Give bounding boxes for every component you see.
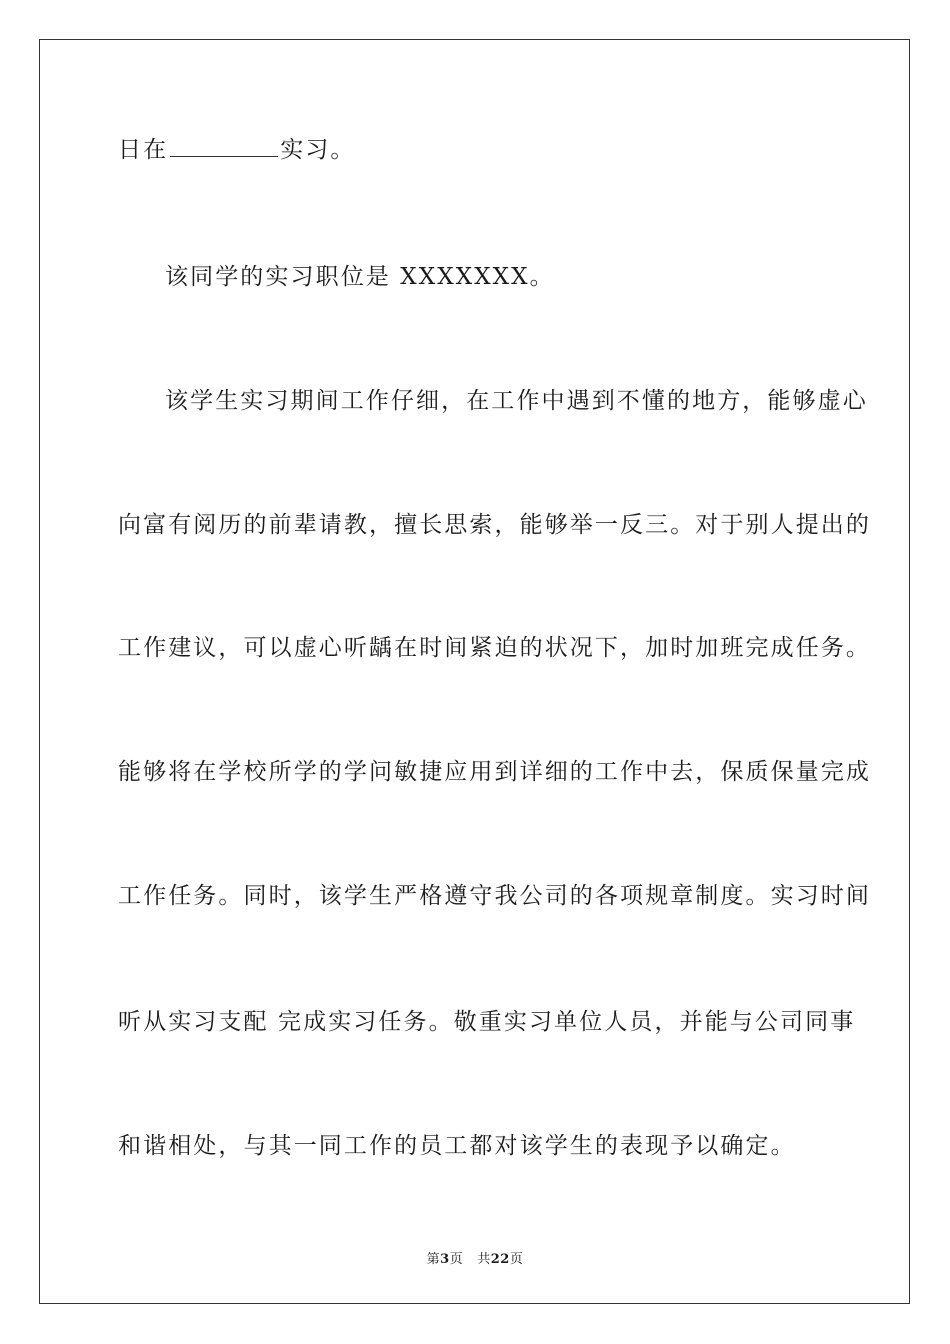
total-pages: 22	[490, 1252, 510, 1267]
page-frame	[39, 39, 910, 1304]
total-suffix: 页	[509, 1252, 524, 1267]
text-line-3: 该学生实习期间工作仔细，在工作中遇到不懂的地方，能够虚心	[165, 388, 868, 414]
text-line-5: 工作建议，可以虚心听龋在时间紧迫的状况下，加时加班完成任务。	[118, 635, 871, 661]
page-number: 3	[440, 1252, 450, 1267]
text-line-4: 向富有阅历的前辈请教，擅长思索，能够举一反三。对于别人提出的	[118, 512, 871, 538]
line-1-start: 日在	[118, 137, 169, 163]
text-line-6: 能够将在学校所学的学问敏捷应用到详细的工作中去，保质保量完成	[118, 759, 871, 785]
line-1-end: 实习。	[280, 137, 356, 163]
text-line-9: 和谐相处，与其一同工作的员工都对该学生的表现予以确定。	[118, 1133, 796, 1159]
page-suffix: 页	[449, 1252, 464, 1267]
page-prefix: 第	[426, 1252, 441, 1267]
fill-in-blank	[170, 136, 278, 157]
text-line-8: 听从实习支配 完成实习任务。敬重实习单位人员，并能与公司同事	[118, 1009, 856, 1035]
text-line-1	[118, 135, 356, 165]
text-line-7: 工作任务。同时，该学生严格遵守我公司的各项规章制度。实习时间	[118, 883, 871, 909]
page-footer	[0, 1248, 950, 1267]
text-line-2: 该同学的实习职位是 XXXXXXX。	[165, 264, 555, 290]
total-prefix: 共	[477, 1252, 491, 1267]
